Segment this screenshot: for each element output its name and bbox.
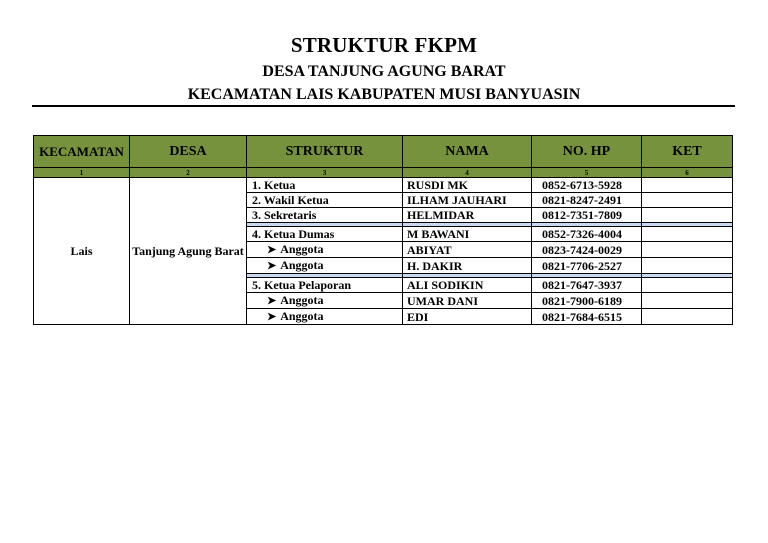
cell-ket	[642, 278, 733, 293]
cell-ket	[642, 258, 733, 274]
struktur-label: Anggota	[280, 293, 324, 307]
column-number: 2	[130, 168, 247, 178]
cell-nama: HELMIDAR	[403, 208, 532, 223]
struktur-label: Anggota	[280, 309, 324, 323]
cell-nohp: 0821-7647-3937	[532, 278, 642, 293]
arrow-bullet-icon: ➤	[267, 311, 277, 323]
column-number-row	[34, 168, 733, 178]
column-number: 4	[403, 168, 532, 178]
cell-nohp: 0823-7424-0029	[532, 242, 642, 258]
arrow-bullet-icon: ➤	[267, 295, 277, 307]
arrow-bullet-icon: ➤	[267, 260, 277, 272]
title-underline	[32, 105, 735, 107]
struktur-label: Anggota	[280, 242, 324, 256]
header-desa: DESA	[130, 136, 247, 168]
cell-nama: ILHAM JAUHARI	[403, 193, 532, 208]
document-subtitle-kecamatan: KECAMATAN LAIS KABUPATEN MUSI BANYUASIN	[187, 86, 581, 103]
struktur-label: Anggota	[280, 258, 324, 272]
cell-nama: UMAR DANI	[403, 293, 532, 309]
cell-nohp: 0821-7706-2527	[532, 258, 642, 274]
cell-ket	[642, 309, 733, 325]
cell-nama: M BAWANI	[403, 227, 532, 242]
cell-kecamatan: Lais	[34, 178, 130, 325]
cell-nama: EDI	[403, 309, 532, 325]
cell-ket	[642, 208, 733, 223]
cell-nohp: 0821-7900-6189	[532, 293, 642, 309]
cell-struktur: 3. Sekretaris	[247, 208, 403, 223]
document-subtitle-desa: DESA TANJUNG AGUNG BARAT	[262, 63, 506, 80]
cell-struktur	[247, 242, 403, 258]
cell-struktur	[247, 309, 403, 325]
cell-ket	[642, 227, 733, 242]
cell-nama: H. DAKIR	[403, 258, 532, 274]
table-header-row	[34, 136, 733, 168]
header-ket: KET	[642, 136, 733, 168]
cell-desa: Tanjung Agung Barat	[130, 178, 247, 325]
cell-nohp: 0812-7351-7809	[532, 208, 642, 223]
table-row	[34, 178, 733, 193]
cell-nohp: 0821-8247-2491	[532, 193, 642, 208]
cell-struktur: 1. Ketua	[247, 178, 403, 193]
cell-ket	[642, 193, 733, 208]
cell-nama: RUSDI MK	[403, 178, 532, 193]
header-kecamatan: KECAMATAN	[34, 136, 130, 168]
cell-nama: ABIYAT	[403, 242, 532, 258]
column-number: 5	[532, 168, 642, 178]
cell-struktur: 5. Ketua Pelaporan	[247, 278, 403, 293]
cell-struktur: 2. Wakil Ketua	[247, 193, 403, 208]
cell-struktur	[247, 258, 403, 274]
cell-nohp: 0852-7326-4004	[532, 227, 642, 242]
cell-nohp: 0852-6713-5928	[532, 178, 642, 193]
cell-nohp: 0821-7684-6515	[532, 309, 642, 325]
header-nohp: NO. HP	[532, 136, 642, 168]
column-number: 1	[34, 168, 130, 178]
arrow-bullet-icon: ➤	[267, 244, 277, 256]
cell-ket	[642, 178, 733, 193]
cell-struktur: 4. Ketua Dumas	[247, 227, 403, 242]
header-struktur: STRUKTUR	[247, 136, 403, 168]
cell-ket	[642, 293, 733, 309]
struktur-table	[33, 135, 733, 325]
column-number: 3	[247, 168, 403, 178]
cell-nama: ALI SODIKIN	[403, 278, 532, 293]
cell-struktur	[247, 293, 403, 309]
header-nama: NAMA	[403, 136, 532, 168]
column-number: 6	[642, 168, 733, 178]
document-title: STRUKTUR FKPM	[290, 33, 478, 57]
cell-ket	[642, 242, 733, 258]
